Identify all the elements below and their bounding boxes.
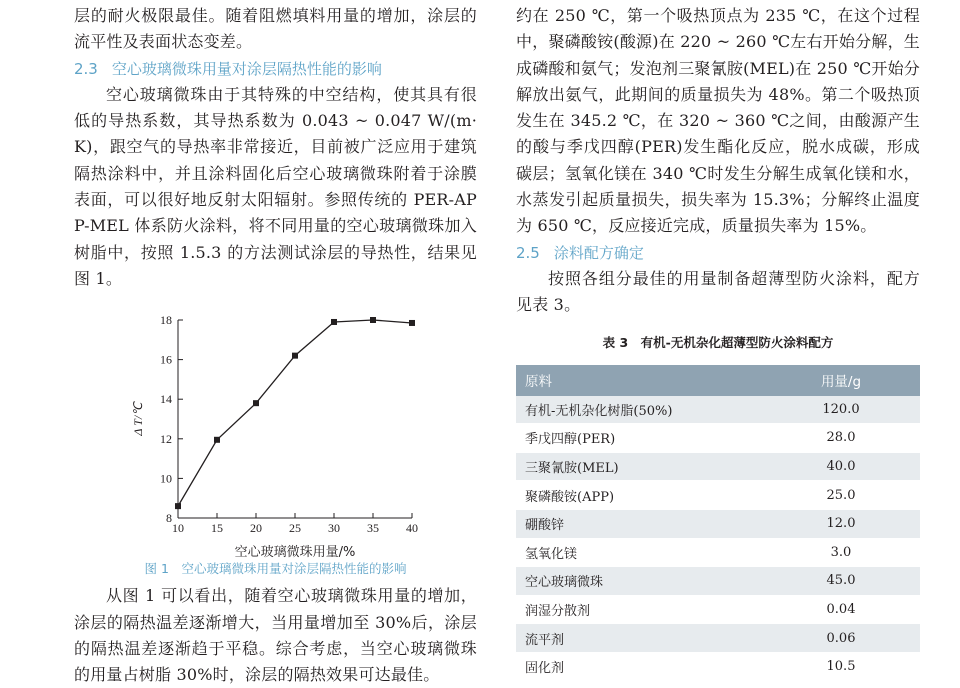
- y-tick-label: 10: [160, 471, 172, 486]
- cell-amount: 12.0: [826, 516, 856, 532]
- table-row: [516, 396, 920, 424]
- paragraph-thermal-analysis: 约在 250 ℃，第一个吸热顶点为 235 ℃，在这个过程中，聚磷酸铵(酸源)在 220 ~ 260 ℃左右开始分解，生成磷酸和氨气；发泡剂三聚氰胺(MEL)在 250 ℃开始分解放出氨气，此期间的质量损失为 48%。第二个吸热顶发生在 345.2 ℃，在 320 ~ 360 ℃之间，由酸源产生的酸与季戊四醇(PER)发生酯化反应，脱水成碳，形成碳层；氢氧化镁在 340 ℃时发生分解生成氧化镁和水，水蒸发引起质量损失，损失率为 15.3%；分解终止温度为 650 ℃，反应接近完成，质量损失率为 15%。: [516, 6, 920, 236]
- table-row: [516, 567, 920, 596]
- cell-amount: 25.0: [826, 487, 856, 503]
- table-row: [516, 481, 920, 510]
- line-chart: [74, 292, 477, 562]
- y-tick-label: 12: [160, 432, 172, 447]
- table-row: [516, 509, 920, 538]
- data-point: [253, 400, 259, 406]
- x-tick-label: 40: [406, 521, 418, 536]
- section-heading-2-3: [74, 56, 477, 82]
- section-number: 2.5: [516, 243, 540, 262]
- table-row: [516, 595, 920, 624]
- section-title: 空心玻璃微珠用量对涂层隔热性能的影响: [111, 59, 382, 78]
- x-tick-label: 15: [211, 521, 223, 536]
- paragraph-figure-discussion: 从图 1 可以看出，随着空心玻璃微珠用量的增加，涂层的隔热温差逐渐增大，当用量增加至 30%后，涂层的隔热温差逐渐趋于平稳。综合考虑，当空心玻璃微珠的用量占树脂 30%时，涂层的隔热效果可达最佳。: [74, 586, 477, 685]
- data-point: [409, 320, 415, 326]
- paragraph-hollow-glass-beads: 空心玻璃微珠由于其特殊的中空结构，使其具有很低的导热系数，其导热系数为 0.043 ~ 0.047 W/(m·K)，跟空气的导热率非常接近，目前被广泛应用于建筑隔热涂料中，并且涂料固化后空心玻璃微珠附着于涂膜表面，可以很好地反射太阳辐射。参照传统的 PER-APP-MEL 体系防火涂料，将不同用量的空心玻璃微珠加入树脂中，按照 1.5.3 的方法测试涂层的导热性，结果见图 1。: [74, 84, 477, 288]
- y-tick-label: 18: [160, 313, 172, 328]
- x-tick-label: 30: [328, 521, 340, 536]
- data-point: [331, 319, 337, 325]
- cell-material: 流平剂: [525, 632, 565, 648]
- data-point: [370, 317, 376, 323]
- cell-material: 空心玻璃微珠: [525, 575, 604, 591]
- cell-amount: 0.06: [826, 630, 856, 646]
- cell-amount: 45.0: [826, 573, 856, 589]
- table-row: [516, 424, 920, 453]
- cell-amount: 40.0: [826, 459, 856, 475]
- section-number: 2.3: [74, 59, 98, 78]
- cell-material: 季戊四醇(PER): [525, 432, 616, 448]
- y-tick-label: 16: [160, 352, 172, 367]
- series-line: [178, 320, 412, 506]
- x-tick-label: 10: [172, 521, 184, 536]
- y-axis-label: Δ T/℃: [131, 402, 145, 436]
- paragraph-continued: 层的耐火极限最佳。随着阻燃填料用量的增加，涂层的流平性及表面状态变差。: [74, 6, 477, 52]
- data-point: [292, 353, 298, 359]
- paragraph-formulation: 按照各组分最佳的用量制备超薄型防火涂料，配方见表 3。: [516, 268, 920, 315]
- table-row: [516, 538, 920, 567]
- x-tick-label: 35: [367, 521, 379, 536]
- figure-caption: 图 1 空心玻璃微珠用量对涂层隔热性能的影响: [144, 561, 407, 577]
- cell-material: 有机-无机杂化树脂(50%): [525, 403, 673, 419]
- table-row: [516, 624, 920, 653]
- cell-amount: 3.0: [830, 544, 852, 560]
- table-header-row: [516, 365, 920, 396]
- cell-material: 润湿分散剂: [525, 604, 591, 620]
- formulation-table: [516, 365, 920, 682]
- header-material: 原料: [516, 365, 762, 396]
- y-tick-label: 8: [166, 511, 172, 526]
- cell-material: 硼酸锌: [525, 518, 565, 534]
- cell-material: 三聚氰胺(MEL): [525, 461, 619, 477]
- cell-amount: 120.0: [822, 401, 860, 417]
- header-amount: 用量/g: [762, 365, 920, 396]
- cell-material: 氢氧化镁: [525, 546, 578, 562]
- cell-material: 固化剂: [525, 661, 565, 677]
- cell-amount: 28.0: [826, 430, 856, 446]
- table-row: [516, 652, 920, 681]
- x-axis-label: 空心玻璃微珠用量/%: [234, 545, 356, 561]
- section-title: 涂料配方确定: [553, 243, 644, 262]
- table-title: 表 3 有机-无机杂化超薄型防火涂料配方: [602, 334, 834, 350]
- left-column: [74, 0, 477, 688]
- x-tick-label: 25: [289, 521, 301, 536]
- cell-material: 聚磷酸铵(APP): [525, 489, 615, 505]
- section-heading-2-5: [516, 240, 920, 266]
- table-body: [516, 396, 920, 681]
- figure-1-chart: [74, 292, 477, 562]
- data-point: [175, 503, 181, 509]
- cell-amount: 0.04: [826, 602, 856, 618]
- y-tick-label: 14: [160, 392, 172, 407]
- right-column: [516, 0, 920, 682]
- cell-amount: 10.5: [826, 659, 856, 675]
- data-point: [214, 437, 220, 443]
- x-tick-label: 20: [250, 521, 262, 536]
- table-row: [516, 452, 920, 481]
